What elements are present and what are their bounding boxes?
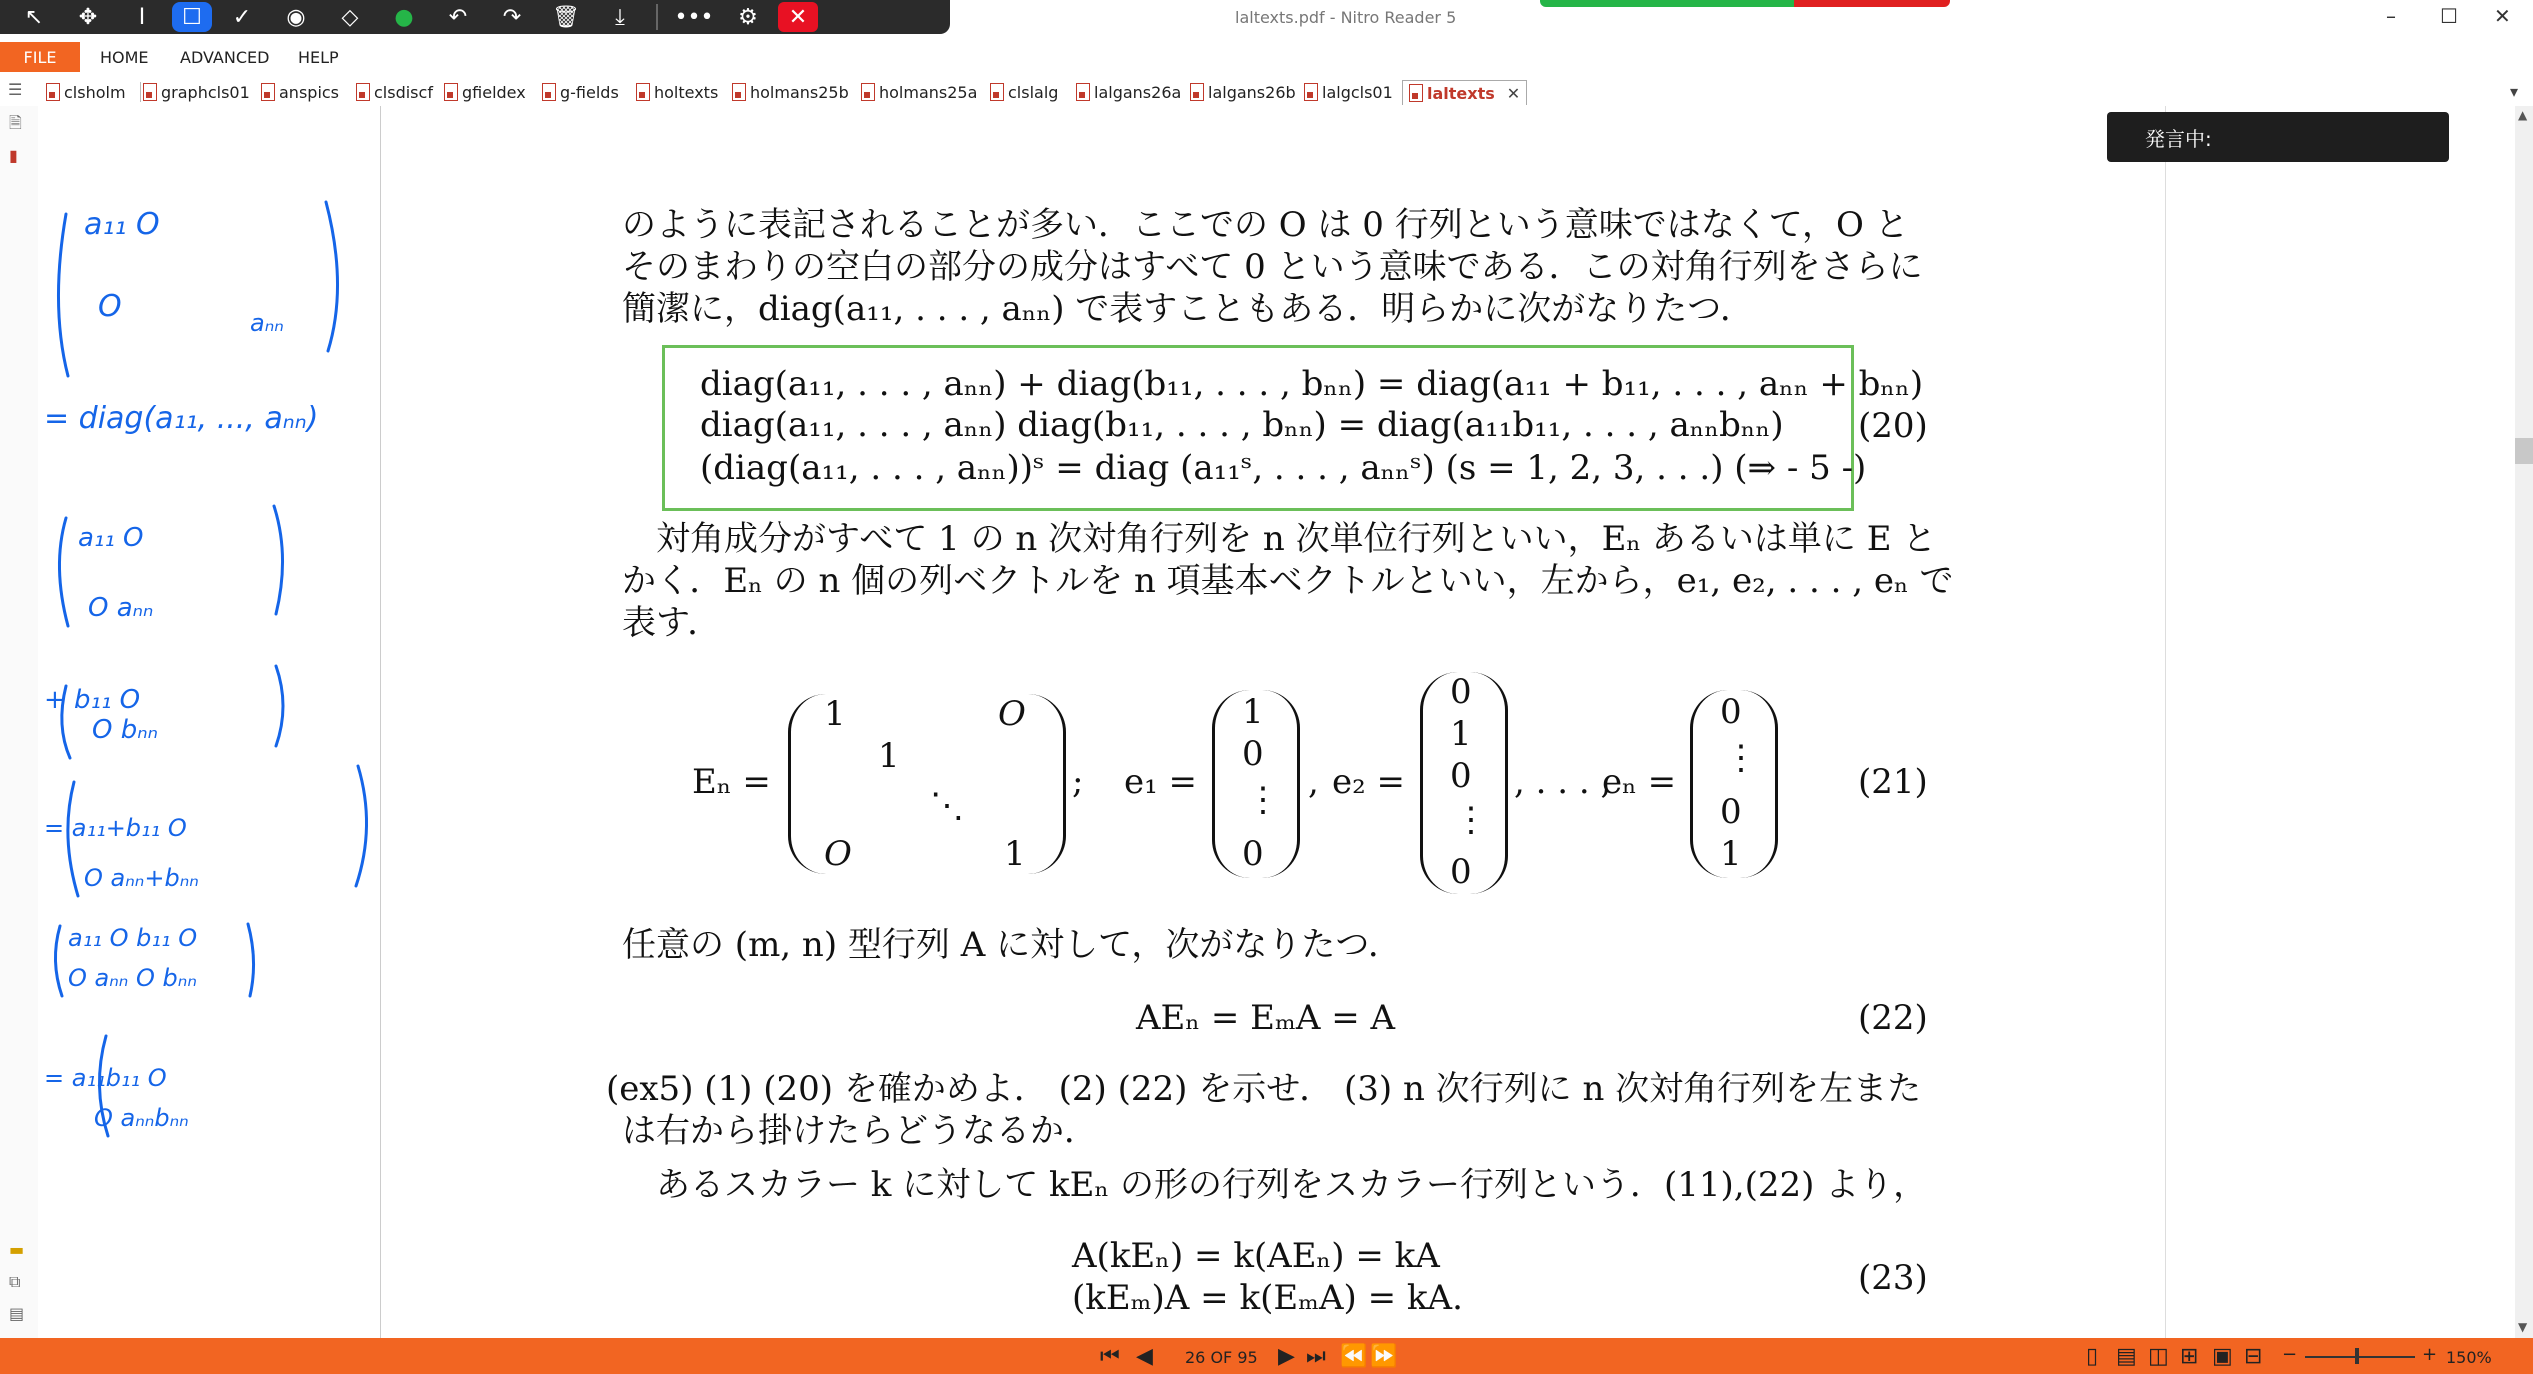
tab-label: clsholm: [64, 82, 126, 102]
tab-label: lalgans26a: [1094, 82, 1182, 102]
vector-entry: ⋮: [1246, 780, 1280, 820]
tab-label: holmans25b: [750, 82, 849, 102]
pdf-icon: [861, 83, 875, 101]
tab-lalgans26a[interactable]: [1076, 80, 1181, 104]
tab-g-fields[interactable]: [542, 80, 619, 104]
paragraph-1-line-2: そのまわりの空白の部分の成分はすべて 0 という意味である．この対角行列をさらに: [622, 247, 1923, 287]
single-page-icon[interactable]: ▯: [2086, 1344, 2099, 1369]
hw-bracket-right: [274, 506, 283, 614]
exercise-5-line-2: は右から掛けたらどうなるか．: [622, 1111, 1098, 1151]
scrollbar-thumb[interactable]: [2515, 438, 2533, 464]
eq21-en-label: eₙ =: [1602, 762, 1677, 802]
scroll-down-icon[interactable]: ▼: [2518, 1320, 2528, 1334]
zoom-in-icon[interactable]: +: [2422, 1344, 2438, 1365]
stamp-icon[interactable]: ◉: [286, 4, 306, 30]
close-icon[interactable]: ✕: [778, 2, 818, 32]
tab-label: graphcls01: [161, 82, 250, 102]
handwriting-canvas[interactable]: [38, 106, 380, 1338]
eraser-icon[interactable]: ◇: [341, 4, 359, 30]
vector-entry: 0: [1242, 734, 1264, 774]
document-list-icon[interactable]: ☰: [8, 80, 23, 99]
tab-label: lalgans26b: [1208, 82, 1296, 102]
settings-icon[interactable]: ⚙: [738, 4, 758, 30]
tab-clsholm[interactable]: [46, 80, 126, 104]
paragraph-3: 任意の (m, n) 型行列 A に対して，次がなりたつ．: [622, 925, 1403, 965]
vector-entry: 0: [1242, 834, 1264, 874]
tab-label: laltexts: [1427, 83, 1495, 103]
facing-continuous-icon[interactable]: ⊞: [2180, 1344, 2199, 1369]
tab-label: lalgcls01: [1322, 82, 1393, 102]
eq20-line-1: diag(a₁₁, . . . , aₙₙ) + diag(b₁₁, . . . , bₙₙ) = diag(a₁₁ + b₁₁, . . . , aₙₙ + bₙₙ): [700, 364, 1924, 404]
hw-text: = a₁₁+b₁₁ O: [44, 814, 187, 842]
zoom-level[interactable]: 150%: [2446, 1348, 2492, 1367]
hw-bracket-right: [248, 924, 254, 996]
right-gutter: [2165, 106, 2516, 1338]
scroll-up-icon[interactable]: ▲: [2518, 108, 2528, 122]
tab-holmans25b[interactable]: [732, 80, 849, 104]
matrix-entry: 1: [1004, 834, 1026, 874]
eq21-e1-label: e₁ =: [1124, 762, 1198, 802]
vertical-scrollbar[interactable]: [2515, 106, 2533, 1338]
prev-page-icon[interactable]: ◀: [1136, 1344, 1153, 1369]
close-icon[interactable]: ✕: [2494, 4, 2511, 28]
menu-file[interactable]: FILE: [0, 42, 80, 72]
pdf-icon: [143, 83, 157, 101]
tab-gfieldex[interactable]: [444, 80, 526, 104]
hw-text: O aₙₙ: [88, 593, 154, 623]
tab-holtexts[interactable]: [636, 80, 718, 104]
tab-label: holtexts: [654, 82, 719, 102]
eq21-comma: ,: [1308, 762, 1319, 802]
menu-bar: [0, 42, 2533, 72]
speech-level-bar: [1540, 0, 1950, 7]
tab-label: anspics: [279, 82, 340, 102]
toolbar-divider: [656, 4, 658, 30]
tab-close-icon[interactable]: ✕: [1506, 83, 1521, 103]
previous-view-icon[interactable]: ⏪: [1340, 1344, 1368, 1369]
matrix-entry: ⋱: [930, 786, 964, 826]
pdf-icon: [1409, 84, 1423, 102]
tab-clslalg[interactable]: [990, 80, 1058, 104]
equation-number-22: (22): [1858, 998, 1928, 1038]
facing-icon[interactable]: ◫: [2148, 1344, 2169, 1369]
tab-label: gfieldex: [462, 82, 526, 102]
vector-entry: 0: [1450, 672, 1472, 712]
hw-text: a₁₁ O: [78, 523, 144, 553]
layers-icon[interactable]: ▤: [9, 1304, 25, 1323]
paragraph-2-line-2: かく．Eₙ の n 個の列ベクトルを n 項基本ベクトルといい，左から，e₁, e₂, . . . , eₙ で: [622, 561, 1954, 601]
tab-divider: [140, 82, 141, 102]
vector-entry: 1: [1450, 714, 1472, 754]
redo-icon[interactable]: ↷: [502, 4, 522, 30]
hw-bracket-right: [276, 666, 283, 746]
color-dot-icon[interactable]: ●: [394, 4, 414, 30]
hw-text: O aₙₙ+bₙₙ: [84, 864, 199, 892]
hw-bracket-left: [59, 518, 68, 626]
eq22: AEₙ = EₘA = A: [1136, 998, 1396, 1038]
equation-number-23: (23): [1858, 1258, 1928, 1298]
zoom-slider[interactable]: [2305, 1356, 2415, 1358]
tab-list-chevron-icon[interactable]: ▾: [2510, 82, 2519, 101]
exercise-5-line-1: (ex5) (1) (20) を確かめよ． (2) (22) を示せ． (3) n 次行列に n 次対角行列を左また: [606, 1069, 1922, 1109]
pdf-icon: [1304, 83, 1318, 101]
hw-text: O bₙₙ: [92, 715, 158, 745]
tab-label: clsdiscf: [374, 82, 433, 102]
tab-lalgans26b[interactable]: [1190, 80, 1296, 104]
hw-text: O aₙₙ O bₙₙ: [68, 964, 197, 992]
hw-bracket-left: [58, 214, 68, 376]
eq23-line-1: A(kEₙ) = k(AEₙ) = kA: [1072, 1236, 1440, 1276]
vector-entry: 1: [1720, 834, 1742, 874]
hw-text: = diag(a₁₁, ..., aₙₙ): [44, 401, 319, 436]
tab-label: clslalg: [1008, 82, 1059, 102]
vector-entry: 0: [1450, 756, 1472, 796]
eq23-line-2: (kEₘ)A = k(EₘA) = kA.: [1072, 1278, 1463, 1318]
pdf-icon: [1190, 83, 1204, 101]
matrix-entry: 1: [878, 736, 900, 776]
pdf-icon: [46, 83, 60, 101]
next-page-icon[interactable]: ▶: [1278, 1344, 1295, 1369]
matrix-entry: 1: [824, 694, 846, 734]
eq21-dots: , . . . ,: [1514, 762, 1612, 802]
fit-page-icon[interactable]: ▣: [2212, 1344, 2233, 1369]
maximize-icon[interactable]: ☐: [2440, 4, 2458, 28]
vector-entry: 0: [1720, 792, 1742, 832]
tab-laltexts[interactable]: [1402, 80, 1527, 105]
last-page-icon[interactable]: ⏭: [1306, 1344, 1326, 1369]
minimize-icon[interactable]: –: [2386, 4, 2396, 28]
trash-icon[interactable]: 🗑: [552, 4, 580, 30]
paragraph-2-line-3: 表す．: [622, 603, 722, 643]
bookmarks-icon[interactable]: ▮: [9, 146, 18, 165]
window-title: laltexts.pdf - Nitro Reader 5: [1235, 8, 1457, 27]
comments-icon[interactable]: ▬: [9, 1240, 25, 1259]
zoom-out-icon[interactable]: −: [2282, 1344, 2298, 1365]
pdf-icon: [1076, 83, 1090, 101]
fit-width-icon[interactable]: ⊟: [2244, 1344, 2263, 1369]
ink-notes-panel[interactable]: [38, 106, 381, 1338]
menu-advanced[interactable]: ADVANCED: [180, 48, 270, 67]
vector-entry: ⋮: [1724, 738, 1758, 778]
pdf-icon: [542, 83, 556, 101]
pdf-icon: [636, 83, 650, 101]
pdf-icon: [261, 83, 275, 101]
hw-text: aₙₙ: [250, 309, 284, 337]
attachments-icon[interactable]: 🗎: [9, 113, 22, 132]
pages-icon[interactable]: ⧉: [9, 1272, 21, 1291]
tab-anspics[interactable]: [261, 80, 339, 104]
hw-text: a₁₁ O b₁₁ O: [68, 924, 198, 952]
zoom-slider-handle[interactable]: [2355, 1348, 2359, 1364]
hw-text: O: [98, 289, 122, 324]
vector-entry: 1: [1242, 692, 1264, 732]
pdf-icon: [990, 83, 1004, 101]
hw-bracket-right: [356, 766, 367, 886]
select-arrow-icon[interactable]: ↖: [24, 4, 44, 30]
menu-help[interactable]: HELP: [298, 48, 339, 67]
menu-home[interactable]: HOME: [100, 48, 149, 67]
first-page-icon[interactable]: ⏮: [1100, 1344, 1120, 1369]
paragraph-2-line-1: 対角成分がすべて 1 の n 次対角行列を n 次単位行列といい，Eₙ あるいは単に E と: [656, 519, 1937, 559]
tab-label: g-fields: [560, 82, 619, 102]
eq21-e2-label: e₂ =: [1332, 762, 1406, 802]
move-icon[interactable]: ✥: [78, 4, 98, 30]
hw-text: O aₙₙbₙₙ: [94, 1104, 189, 1132]
hw-bracket-right: [326, 202, 338, 351]
eq20-line-2: diag(a₁₁, . . . , aₙₙ) diag(b₁₁, . . . , bₙₙ) = diag(a₁₁b₁₁, . . . , aₙₙbₙₙ): [700, 405, 1784, 445]
pdf-icon: [444, 83, 458, 101]
eq21-lhs: Eₙ =: [692, 762, 771, 802]
hw-text: a₁₁ O: [84, 207, 160, 242]
page-indicator[interactable]: 26 OF 95: [1185, 1348, 1258, 1367]
left-rail: [0, 106, 39, 1338]
next-view-icon[interactable]: ⏩: [1370, 1344, 1398, 1369]
pdf-icon: [732, 83, 746, 101]
tab-holmans25a[interactable]: [861, 80, 977, 104]
ink-toolbar: [0, 0, 950, 34]
rectangle-icon[interactable]: ☐: [172, 2, 212, 32]
undo-icon[interactable]: ↶: [448, 4, 468, 30]
matrix-entry: O: [824, 834, 852, 874]
hw-text: = a₁₁b₁₁ O: [44, 1064, 167, 1092]
check-icon[interactable]: ✓: [232, 4, 252, 30]
paragraph-4: あるスカラー k に対して kEₙ の形の行列をスカラー行列という．(11),(22) より，: [656, 1165, 1928, 1205]
vector-entry: 0: [1450, 852, 1472, 892]
paragraph-1-line-1: のように表記されることが多い．ここでの O は 0 行列という意味ではなくて，O と: [622, 205, 1909, 245]
equation-number-20: (20): [1858, 406, 1928, 446]
hw-bracket-left: [55, 926, 62, 996]
download-icon[interactable]: ⤓: [615, 4, 625, 30]
speech-status-panel: [2107, 112, 2449, 162]
speech-label: 発言中:: [2145, 126, 2212, 151]
tab-label: holmans25a: [879, 82, 978, 102]
eq21-semicolon: ;: [1072, 762, 1084, 802]
more-icon[interactable]: •••: [674, 4, 714, 30]
tab-clsdiscf[interactable]: [356, 80, 433, 104]
vector-entry: ⋮: [1454, 800, 1488, 840]
equation-number-21: (21): [1858, 762, 1928, 802]
pdf-icon: [356, 83, 370, 101]
matrix-entry: O: [998, 694, 1026, 734]
eq20-line-3: (diag(a₁₁, . . . , aₙₙ))ˢ = diag (a₁₁ˢ, . . . , aₙₙˢ) (s = 1, 2, 3, . . .) (⇒ - 5 -): [700, 448, 1867, 488]
paragraph-1-line-3: 簡潔に，diag(a₁₁, . . . , aₙₙ) で表すこともある．明らかに次がなりたつ．: [622, 289, 1754, 329]
continuous-icon[interactable]: ▤: [2116, 1344, 2137, 1369]
tab-lalgcls01[interactable]: [1304, 80, 1393, 104]
tab-graphcls01[interactable]: [143, 80, 250, 104]
vector-entry: 0: [1720, 692, 1742, 732]
text-cursor-icon[interactable]: I: [138, 4, 146, 30]
hw-text: + b₁₁ O: [44, 685, 141, 715]
